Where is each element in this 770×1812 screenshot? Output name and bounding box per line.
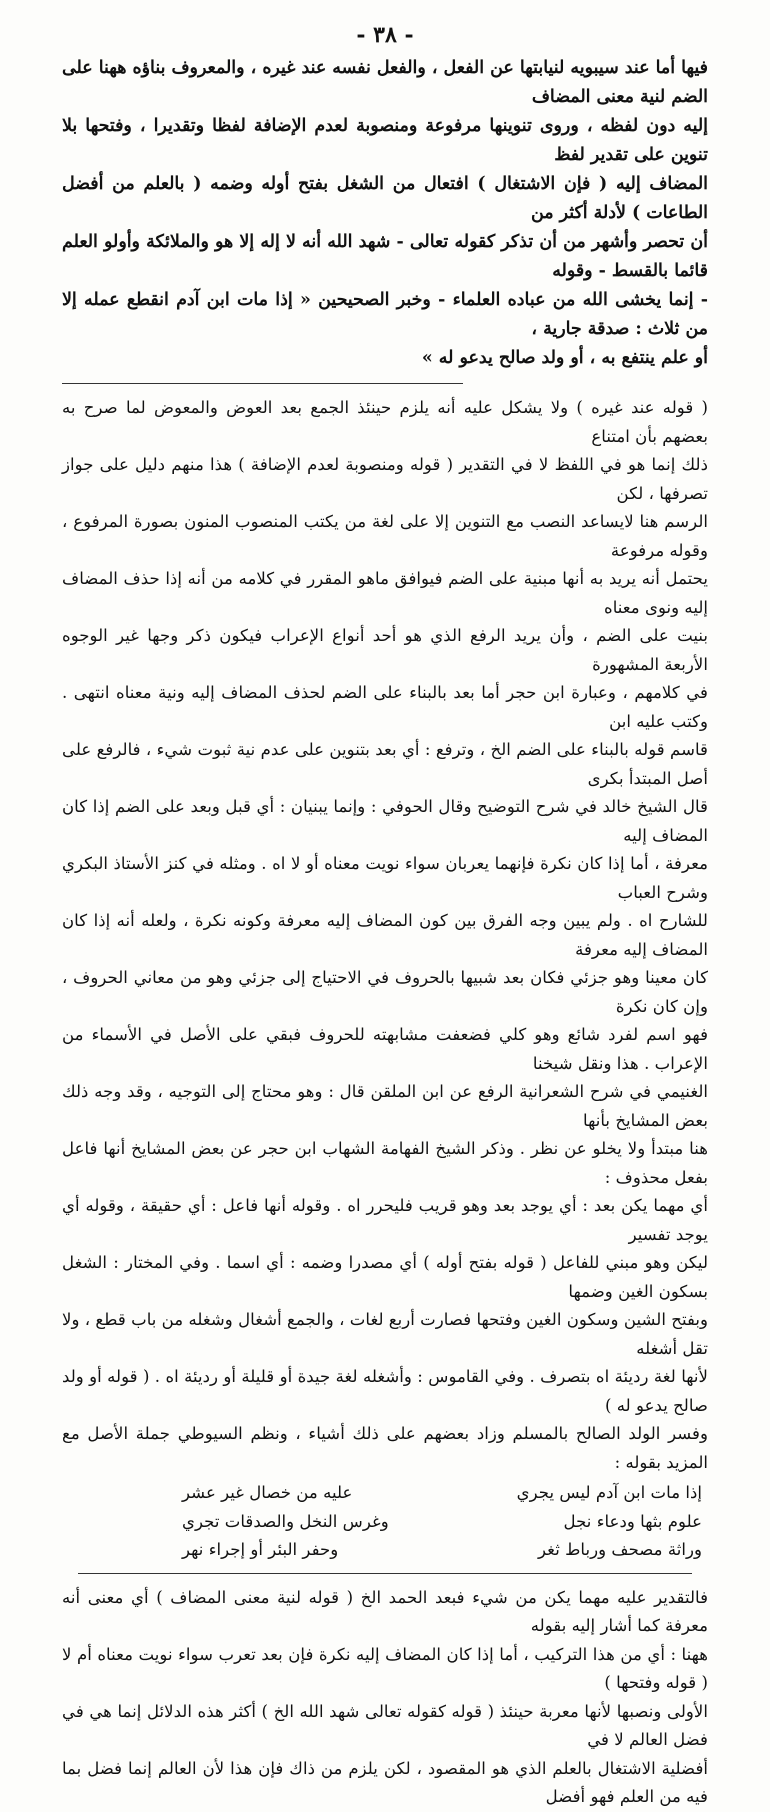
- commentary-line: الرسم هنا لايساعد النصب مع التنوين إلا على لغة من يكتب المنصوب المنون بصورة المرفوع ، وقوله مرفوعة: [62, 512, 708, 560]
- commentary-line: وفسر الولد الصالح بالمسلم وزاد بعضهم على ذلك أشياء ، ونظم السيوطي جملة الأصل مع المزيد بقوله :: [62, 1424, 708, 1472]
- commentary-line: وبفتح الشين وسكون الغين وفتحها فصارت أربع لغات ، والجمع أشغال وشغله من باب قطع ، ولا تقل أشغله: [62, 1310, 708, 1358]
- commentary-line: أي مهما يكن بعد : أي يوجد بعد وهو قريب فليحرر اه . وقوله أنها فاعل : أي حقيقة ، وقوله أي يوجد تفسير: [62, 1196, 708, 1244]
- poem-verse: [62, 1479, 708, 1508]
- commentary-line: كان معينا وهو جزئي فكان بعد شبيها بالحروف في الاحتياج إلى جزئي وهو من معاني الحروف ، وإن كان نكرة: [62, 968, 708, 1016]
- commentary-line: الغنيمي في شرح الشعرانية الرفع عن ابن الملقن قال : وهو محتاج إلى التوجيه ، وقد وجه ذلك بعض المشايخ بأنها: [62, 1082, 708, 1130]
- bottom-commentary-line: الأولى ونصبها لأنها معربة حينئذ ( قوله كقوله تعالى شهد الله الخ ) أكثر هذه الدلائل إنما هي في فضل العالم لا في: [62, 1701, 708, 1749]
- verse-first-hemistich: إذا مات ابن آدم ليس يجري: [516, 1483, 702, 1502]
- bottom-commentary: [62, 1584, 708, 1812]
- commentary-line: قال الشيخ خالد في شرح التوضيح وقال الحوفي : وإنما يبنيان : أي قبل وبعد على الضم إذا كان المضاف إليه: [62, 797, 708, 845]
- bottom-commentary-line: أفضلية الاشتغال بالعلم الذي هو المقصود ، لكن يلزم من ذاك فإن هذا لأن العالم إنما فضل بما فيه من العلم فهو أفضل: [62, 1758, 708, 1806]
- section-divider: [78, 1573, 692, 1574]
- commentary-line: فهو اسم لفرد شائع وهو كلي فضعفت مشابهته للحروف فبقي على الأصل في الأسماء من الإعراب . هذا ونقل شيخنا: [62, 1025, 708, 1073]
- commentary-line: ليكن وهو مبني للفاعل ( قوله بفتح أوله ) أي مصدرا وضمه : أي اسما . وفي المختار : الشغل بسكون الغين وضمها: [62, 1253, 708, 1301]
- bottom-commentary-line: ههنا : أي من هذا التركيب ، أما إذا كان المضاف إليه نكرة فإن بعد تعرب سواء نويت معناه أم لا ( قوله وفتحها ): [62, 1644, 708, 1692]
- main-text-line: المضاف إليه ( فإن الاشتغال ) افتعال من الشغل بفتح أوله وضمه ( بالعلم من أفضل الطاعات ) لأدلة أكثر من: [62, 174, 708, 223]
- verse-first-hemistich: علوم بثها ودعاء نجل: [563, 1511, 702, 1531]
- verse-second-hemistich: وغرس النخل والصدقات تجري: [182, 1511, 389, 1531]
- main-text-line: أن تحصر وأشهر من أن تذكر كقوله تعالى - شهد الله أنه لا إله إلا هو والملائكة وأولو العلم قائما بالقسط - وقوله: [62, 232, 708, 281]
- section-divider: [62, 383, 463, 384]
- poem-verse: [62, 1508, 708, 1537]
- poem: [62, 1479, 708, 1565]
- commentary-line: للشارح اه . ولم يبين وجه الفرق بين كون المضاف إليه معرفة وكونه نكرة ، ولعله أنه إذا كان المضاف إليه معرفة: [62, 911, 708, 959]
- commentary-line: هنا مبتدأ ولا يخلو عن نظر . وذكر الشيخ الفهامة الشهاب ابن حجر عن بعض المشايخ أنها فاعل بفعل محذوف :: [62, 1139, 708, 1187]
- commentary-line: في كلامهم ، وعبارة ابن حجر أما بعد بالبناء على الضم لحذف المضاف إليه ونية معناه انتهى . وكتب عليه ابن: [62, 683, 708, 731]
- main-text-line: أو علم ينتفع به ، أو ولد صالح يدعو له »: [421, 348, 708, 368]
- verse-second-hemistich: وحفر البئر أو إجراء نهر: [182, 1540, 339, 1559]
- main-text-line: - إنما يخشى الله من عباده العلماء - وخبر الصحيحين « إذا مات ابن آدم انقطع عمله إلا من ثلاث : صدقة جارية ،: [62, 290, 708, 339]
- main-text: [62, 54, 708, 373]
- commentary-line: قاسم قوله بالبناء على الضم الخ ، وترفع : أي بعد بتنوين على عدم نية ثبوت شيء ، فالرفع على أصل المبتدأ بكرى: [62, 740, 708, 788]
- commentary-line: معرفة ، أما إذا كان نكرة فإنهما يعربان سواء نويت معناه أو لا اه . ومثله في كنز الأستاذ البكري وشرح العباب: [62, 854, 708, 902]
- verse-second-hemistich: عليه من خصال غير عشر: [182, 1483, 353, 1502]
- commentary-line: يحتمل أنه يريد به أنها مبنية على الضم فيوافق ماهو المقرر في كلامه من أنه إذا حذف المضاف إليه ونوى معناه: [62, 569, 708, 617]
- commentary-line: لأنها لغة رديئة اه بتصرف . وفي القاموس : وأشغله لغة جيدة أو قليلة أو رديئة اه . ( قوله أو ولد صالح يدعو له ): [62, 1367, 708, 1415]
- commentary-line: ( قوله عند غيره ) ولا يشكل عليه أنه يلزم حينئذ الجمع بعد العوض والمعوض لما صرح به بعضهم بأن امتناع: [62, 398, 708, 446]
- commentary-line: ذلك إنما هو في اللفظ لا في التقدير ( قوله ومنصوبة لعدم الإضافة ) هذا منهم دليل على جواز تصرفها ، لكن: [62, 455, 708, 503]
- main-text-line: إليه دون لفظه ، وروى تنوينها مرفوعة ومنصوبة لعدم الإضافة لفظا وتقديرا ، وفتحها بلا تنوين على تقدير لفظ: [62, 116, 708, 165]
- bottom-commentary-line: فالتقدير عليه مهما يكن من شيء فبعد الحمد الخ ( قوله لنية معنى المضاف ) أي معنى أنه معرفة كما أشار إليه بقوله: [62, 1587, 708, 1635]
- commentary-line: بنيت على الضم ، وأن يريد الرفع الذي هو أحد أنواع الإعراب فيكون ذكر وجها غير الوجوه الأربعة المشهورة: [62, 626, 708, 674]
- commentary: [62, 394, 708, 1477]
- verse-first-hemistich: وراثة مصحف ورباط ثغر: [538, 1540, 702, 1559]
- main-text-line: فيها أما عند سيبويه لنيابتها عن الفعل ، والفعل نفسه عند غيره ، والمعروف بناؤه ههنا على الضم لنية معنى المضاف: [62, 58, 708, 107]
- page-number: - ٣٨ -: [356, 22, 414, 48]
- poem-verse: [62, 1536, 708, 1565]
